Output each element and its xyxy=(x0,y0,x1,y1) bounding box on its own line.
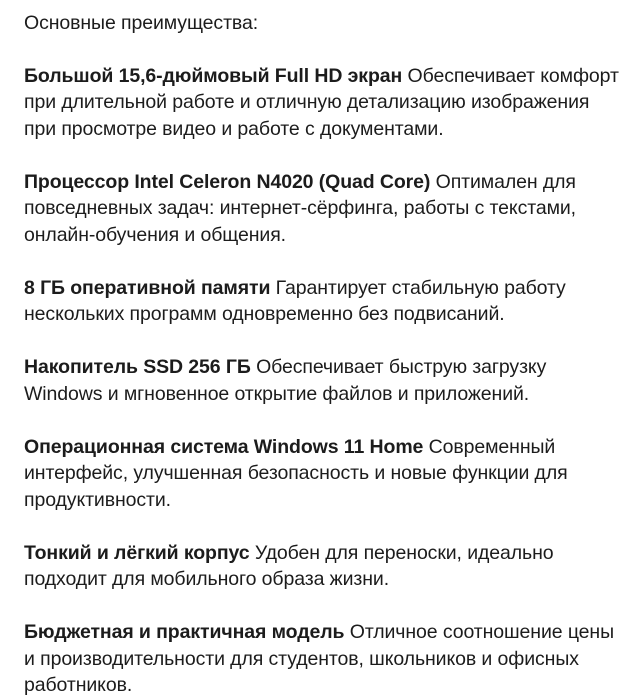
document-title: Основные преимущества: xyxy=(24,12,259,34)
feature-name: Процессор Intel Celeron N4020 (Quad Core) xyxy=(24,170,431,193)
feature-name: Бюджетная и практичная модель xyxy=(24,621,345,643)
feature-name: Тонкий и лёгкий корпус xyxy=(24,541,250,564)
feature-item-budget xyxy=(24,619,620,699)
feature-name: 8 ГБ оперативной памяти xyxy=(24,276,271,299)
feature-item-processor xyxy=(24,169,620,249)
feature-description: Оптимален для повседневных задач: интернет-сёрфинга, работы с текстами, онлайн-обучения и общения. xyxy=(24,170,576,246)
feature-description: Обеспечивает быструю загрузку Windows и мгновенное открытие файлов и приложений. xyxy=(24,356,547,405)
feature-name: Накопитель SSD 256 ГБ xyxy=(24,356,251,378)
feature-item-screen xyxy=(24,63,620,143)
feature-description: Удобен для переноски, идеально подходит для мобильного образа жизни. xyxy=(24,541,554,590)
feature-description: Современный интерфейс, улучшенная безопасность и новые функции для продуктивности. xyxy=(24,435,568,511)
feature-description: Гарантирует стабильную работу нескольких программ одновременно без подвисаний. xyxy=(24,276,566,325)
feature-name: Большой 15,6-дюймовый Full HD экран xyxy=(24,64,403,87)
feature-name: Операционная система Windows 11 Home xyxy=(24,435,424,458)
feature-item-os xyxy=(24,434,620,514)
feature-item-ram xyxy=(24,275,620,328)
feature-item-storage xyxy=(24,354,620,407)
feature-description: Обеспечивает комфорт при длительной работе и отличную детализацию изображения при просмотре видео и работе с документами. xyxy=(24,64,619,140)
feature-item-body xyxy=(24,540,620,593)
feature-description: Отличное соотношение цены и производительности для студентов, школьников и офисных работников. xyxy=(24,621,614,696)
